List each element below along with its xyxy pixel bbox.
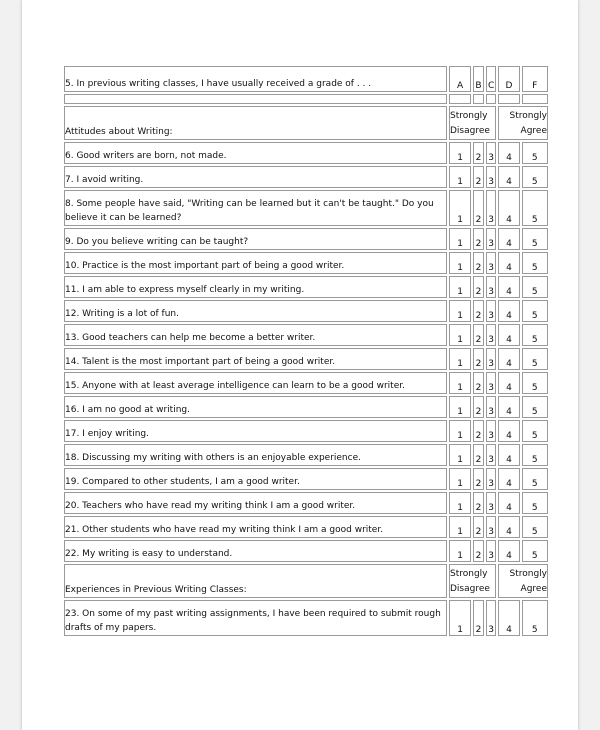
grade-a: A bbox=[449, 66, 471, 92]
question-row bbox=[64, 492, 548, 514]
rating-option-4[interactable]: 4 bbox=[498, 252, 519, 274]
grade-d: D bbox=[498, 66, 519, 92]
rating-option-5[interactable]: 5 bbox=[522, 190, 548, 226]
rating-option-1[interactable]: 1 bbox=[449, 300, 471, 322]
rating-option-3[interactable]: 3 bbox=[486, 166, 497, 188]
grade-f: F bbox=[522, 66, 548, 92]
question-text: 22. My writing is easy to understand. bbox=[64, 540, 447, 562]
rating-option-3[interactable]: 3 bbox=[486, 324, 497, 346]
question-text: 16. I am no good at writing. bbox=[64, 396, 447, 418]
question-text: 20. Teachers who have read my writing think I am a good writer. bbox=[64, 492, 447, 514]
rating-option-4[interactable]: 4 bbox=[498, 600, 519, 636]
rating-option-1[interactable]: 1 bbox=[449, 516, 471, 538]
spacer-row bbox=[64, 94, 548, 104]
rating-option-2[interactable]: 2 bbox=[473, 142, 484, 164]
rating-option-4[interactable]: 4 bbox=[498, 444, 519, 466]
section-header-row bbox=[64, 106, 548, 140]
rating-option-5[interactable]: 5 bbox=[522, 252, 548, 274]
question-text: 18. Discussing my writing with others is an enjoyable experience. bbox=[64, 444, 447, 466]
rating-option-2[interactable]: 2 bbox=[473, 468, 484, 490]
rating-option-3[interactable]: 3 bbox=[486, 142, 497, 164]
rating-option-3[interactable]: 3 bbox=[486, 444, 497, 466]
rating-option-1[interactable]: 1 bbox=[449, 492, 471, 514]
rating-option-4[interactable]: 4 bbox=[498, 324, 519, 346]
question-text: 12. Writing is a lot of fun. bbox=[64, 300, 447, 322]
grade-b: B bbox=[473, 66, 484, 92]
rating-option-1[interactable]: 1 bbox=[449, 276, 471, 298]
question-row bbox=[64, 420, 548, 442]
rating-option-4[interactable]: 4 bbox=[498, 166, 519, 188]
rating-option-5[interactable]: 5 bbox=[522, 142, 548, 164]
question-text: 6. Good writers are born, not made. bbox=[64, 142, 447, 164]
question-row bbox=[64, 300, 548, 322]
section-header-row bbox=[64, 564, 548, 598]
question-row bbox=[64, 468, 548, 490]
rating-option-4[interactable]: 4 bbox=[498, 276, 519, 298]
rating-option-1[interactable]: 1 bbox=[449, 252, 471, 274]
rating-option-2[interactable]: 2 bbox=[473, 372, 484, 394]
question-row bbox=[64, 516, 548, 538]
rating-option-4[interactable]: 4 bbox=[498, 142, 519, 164]
rating-option-2[interactable]: 2 bbox=[473, 166, 484, 188]
rating-option-5[interactable]: 5 bbox=[522, 540, 548, 562]
question-text: 19. Compared to other students, I am a good writer. bbox=[64, 468, 447, 490]
rating-option-5[interactable]: 5 bbox=[522, 228, 548, 250]
rating-option-1[interactable]: 1 bbox=[449, 420, 471, 442]
question-text: 5. In previous writing classes, I have usually received a grade of . . . bbox=[64, 66, 447, 92]
rating-option-1[interactable]: 1 bbox=[449, 444, 471, 466]
rating-option-5[interactable]: 5 bbox=[522, 600, 548, 636]
rating-option-5[interactable]: 5 bbox=[522, 372, 548, 394]
question-row bbox=[64, 276, 548, 298]
section-title: Experiences in Previous Writing Classes: bbox=[64, 564, 447, 598]
scale-strongly-disagree bbox=[449, 564, 496, 598]
rating-option-3[interactable]: 3 bbox=[486, 540, 497, 562]
rating-option-5[interactable]: 5 bbox=[522, 166, 548, 188]
rating-option-3[interactable]: 3 bbox=[486, 190, 497, 226]
question-row bbox=[64, 600, 548, 636]
rating-option-4[interactable]: 4 bbox=[498, 492, 519, 514]
scale-right-line2: Agree bbox=[520, 584, 547, 594]
rating-option-5[interactable]: 5 bbox=[522, 420, 548, 442]
rating-option-4[interactable]: 4 bbox=[498, 396, 519, 418]
question-row bbox=[64, 444, 548, 466]
scale-right-line2: Agree bbox=[520, 126, 547, 136]
survey-table bbox=[62, 64, 550, 638]
document-page bbox=[22, 0, 578, 730]
question-row bbox=[64, 348, 548, 370]
question-text: 7. I avoid writing. bbox=[64, 166, 447, 188]
rating-option-4[interactable]: 4 bbox=[498, 540, 519, 562]
scale-left-line1: Strongly bbox=[450, 111, 488, 121]
rating-option-1[interactable]: 1 bbox=[449, 142, 471, 164]
rating-option-3[interactable]: 3 bbox=[486, 252, 497, 274]
question-row bbox=[64, 190, 548, 226]
rating-option-2[interactable]: 2 bbox=[473, 300, 484, 322]
rating-option-2[interactable]: 2 bbox=[473, 324, 484, 346]
rating-option-5[interactable]: 5 bbox=[522, 492, 548, 514]
rating-option-2[interactable]: 2 bbox=[473, 420, 484, 442]
rating-option-3[interactable]: 3 bbox=[486, 492, 497, 514]
question-text: 14. Talent is the most important part of being a good writer. bbox=[64, 348, 447, 370]
question-row bbox=[64, 252, 548, 274]
question-row bbox=[64, 228, 548, 250]
rating-option-3[interactable]: 3 bbox=[486, 468, 497, 490]
rating-option-5[interactable]: 5 bbox=[522, 396, 548, 418]
rating-option-3[interactable]: 3 bbox=[486, 276, 497, 298]
scale-strongly-agree bbox=[498, 564, 548, 598]
rating-option-3[interactable]: 3 bbox=[486, 348, 497, 370]
scale-left-line1: Strongly bbox=[450, 569, 488, 579]
rating-option-4[interactable]: 4 bbox=[498, 190, 519, 226]
rating-option-2[interactable]: 2 bbox=[473, 396, 484, 418]
section-title: Attitudes about Writing: bbox=[64, 106, 447, 140]
rating-option-4[interactable]: 4 bbox=[498, 420, 519, 442]
rating-option-4[interactable]: 4 bbox=[498, 300, 519, 322]
rating-option-4[interactable]: 4 bbox=[498, 516, 519, 538]
scale-strongly-disagree bbox=[449, 106, 496, 140]
rating-option-5[interactable]: 5 bbox=[522, 300, 548, 322]
rating-option-1[interactable]: 1 bbox=[449, 396, 471, 418]
question-text: 13. Good teachers can help me become a better writer. bbox=[64, 324, 447, 346]
grade-c: C bbox=[486, 66, 497, 92]
rating-option-3[interactable]: 3 bbox=[486, 372, 497, 394]
question-row bbox=[64, 372, 548, 394]
rating-option-5[interactable]: 5 bbox=[522, 276, 548, 298]
rating-option-2[interactable]: 2 bbox=[473, 600, 484, 636]
scale-left-line2: Disagree bbox=[450, 584, 490, 594]
rating-option-2[interactable]: 2 bbox=[473, 492, 484, 514]
rating-option-3[interactable]: 3 bbox=[486, 516, 497, 538]
question-text: 15. Anyone with at least average intelligence can learn to be a good writer. bbox=[64, 372, 447, 394]
rating-option-2[interactable]: 2 bbox=[473, 444, 484, 466]
rating-option-3[interactable]: 3 bbox=[486, 420, 497, 442]
rating-option-2[interactable]: 2 bbox=[473, 348, 484, 370]
scale-right-line1: Strongly bbox=[509, 569, 547, 579]
rating-option-2[interactable]: 2 bbox=[473, 190, 484, 226]
question-text: 10. Practice is the most important part of being a good writer. bbox=[64, 252, 447, 274]
rating-option-4[interactable]: 4 bbox=[498, 372, 519, 394]
rating-option-2[interactable]: 2 bbox=[473, 516, 484, 538]
rating-option-2[interactable]: 2 bbox=[473, 276, 484, 298]
question-row bbox=[64, 166, 548, 188]
scale-right-line1: Strongly bbox=[509, 111, 547, 121]
rating-option-1[interactable]: 1 bbox=[449, 324, 471, 346]
rating-option-1[interactable]: 1 bbox=[449, 166, 471, 188]
rating-option-5[interactable]: 5 bbox=[522, 468, 548, 490]
rating-option-1[interactable]: 1 bbox=[449, 348, 471, 370]
question-text: 8. Some people have said, "Writing can be learned but it can't be taught." Do you believe it can be learned? bbox=[64, 190, 447, 226]
scale-strongly-agree bbox=[498, 106, 548, 140]
rating-option-3[interactable]: 3 bbox=[486, 600, 497, 636]
question-row bbox=[64, 324, 548, 346]
scale-left-line2: Disagree bbox=[450, 126, 490, 136]
rating-option-4[interactable]: 4 bbox=[498, 468, 519, 490]
rating-option-4[interactable]: 4 bbox=[498, 348, 519, 370]
rating-option-5[interactable]: 5 bbox=[522, 324, 548, 346]
rating-option-5[interactable]: 5 bbox=[522, 444, 548, 466]
question-text: 9. Do you believe writing can be taught? bbox=[64, 228, 447, 250]
rating-option-1[interactable]: 1 bbox=[449, 228, 471, 250]
rating-option-3[interactable]: 3 bbox=[486, 396, 497, 418]
rating-option-1[interactable]: 1 bbox=[449, 468, 471, 490]
question-text: 21. Other students who have read my writing think I am a good writer. bbox=[64, 516, 447, 538]
question-row-5 bbox=[64, 66, 548, 92]
rating-option-1[interactable]: 1 bbox=[449, 540, 471, 562]
rating-option-3[interactable]: 3 bbox=[486, 228, 497, 250]
question-text: 23. On some of my past writing assignments, I have been required to submit rough drafts of my papers. bbox=[64, 600, 447, 636]
rating-option-1[interactable]: 1 bbox=[449, 372, 471, 394]
question-text: 17. I enjoy writing. bbox=[64, 420, 447, 442]
rating-option-5[interactable]: 5 bbox=[522, 516, 548, 538]
rating-option-1[interactable]: 1 bbox=[449, 190, 471, 226]
question-row bbox=[64, 142, 548, 164]
rating-option-2[interactable]: 2 bbox=[473, 540, 484, 562]
question-text: 11. I am able to express myself clearly in my writing. bbox=[64, 276, 447, 298]
rating-option-2[interactable]: 2 bbox=[473, 252, 484, 274]
rating-option-3[interactable]: 3 bbox=[486, 300, 497, 322]
question-row bbox=[64, 396, 548, 418]
rating-option-1[interactable]: 1 bbox=[449, 600, 471, 636]
rating-option-2[interactable]: 2 bbox=[473, 228, 484, 250]
rating-option-5[interactable]: 5 bbox=[522, 348, 548, 370]
question-row bbox=[64, 540, 548, 562]
rating-option-4[interactable]: 4 bbox=[498, 228, 519, 250]
